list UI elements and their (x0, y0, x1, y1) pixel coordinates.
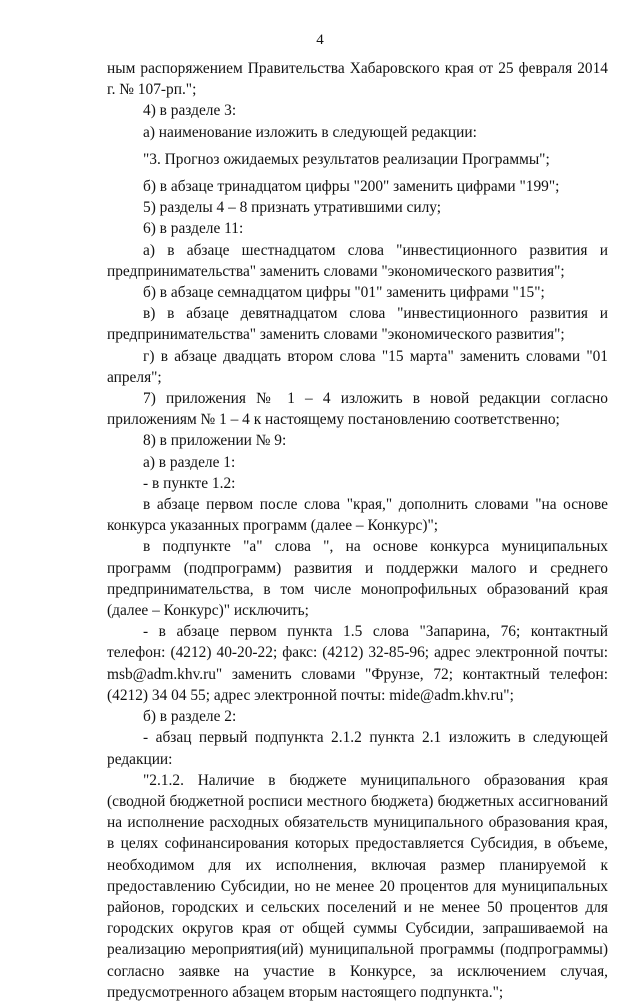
paragraph-item-7: 7) приложения № 1 – 4 изложить в новой редакции согласно приложениям № 1 – 4 к настоящему постановлению соответственно; (107, 390, 608, 429)
paragraph-item-4a: а) наименование изложить в следующей редакции: (143, 123, 477, 141)
paragraph-item-8a-1-2: - в пункте 1.2: (143, 474, 236, 492)
paragraph-item-6a: а) в абзаце шестнадцатом слова "инвестиционного развития и предпринимательства" заменить словами "экономического развития"; (107, 241, 608, 280)
paragraph-item-4b: б) в абзаце тринадцатом цифры "200" заменить цифрами "199"; (143, 178, 560, 196)
paragraph-item-8: 8) в приложении № 9: (143, 432, 287, 450)
paragraph-section-title: "3. Прогноз ожидаемых результатов реализации Программы"; (143, 150, 550, 168)
document-body (107, 58, 608, 1003)
paragraph-item-6v: в) в абзаце девятнадцатом слова "инвестиционного развития и предпринимательства" заменить словами "экономического развития"; (107, 305, 608, 344)
paragraph-item-8b-2-1-2: - абзац первый подпункта 2.1.2 пункта 2.1 изложить в следующей редакции: (107, 729, 608, 768)
paragraph-continuation: ным распоряжением Правительства Хабаровского края от 25 февраля 2014 г. № 107-рп."; (107, 60, 608, 99)
paragraph-item-8a-first: в абзаце первом после слова "края," дополнить словами "на основе конкурса указанных программ (далее – Конкурс)"; (107, 496, 608, 535)
paragraph-item-8b: б) в разделе 2: (143, 708, 237, 726)
paragraph-item-6b: б) в абзаце семнадцатом цифры "01" заменить цифрами "15"; (143, 284, 545, 302)
paragraph-item-5: 5) разделы 4 – 8 признать утратившими силу; (143, 199, 442, 217)
paragraph-item-6: 6) в разделе 11: (143, 220, 244, 238)
paragraph-item-6g: г) в абзаце двадцать втором слова "15 марта" заменить словами "01 апреля"; (107, 347, 608, 386)
paragraph-item-8a-1-5: - в абзаце первом пункта 1.5 слова "Запарина, 76; контактный телефон: (4212) 40-20-22; факс: (4212) 32-85-96; адрес электронной почты: msb@adm.khv.ru" заменить словами "Фрунзе, 72; контактный телефон: (4212) 34 04 55; адрес электронной почты: mide@adm.khv.ru"; (107, 623, 608, 704)
paragraph-item-8a-subpoint: в подпункте "а" слова ", на основе конкурса муниципальных программ (подпрограмм) развития и поддержки малого и среднего предпринимательства, в том числе монопрофильных образований края (далее – Конкурс)" исключить; (107, 538, 608, 620)
page-number: 4 (316, 32, 324, 48)
paragraph-item-4: 4) в разделе 3: (143, 102, 237, 120)
paragraph-quoted-2-1-2: "2.1.2. Наличие в бюджете муниципального образования края (сводной бюджетной росписи местного бюджета) бюджетных ассигнований на исполнение расходных обязательств муниципального образования края, в целях софинансирования которых предоставляется Субсидия, в объеме, необходимом для их исполнения, включая размер планируемой к предоставлению Субсидии, но не менее 20 процентов для муниципальных районов, городских и сельских поселений и не менее 50 процентов для городских округов края от общей суммы Субсидии, запрашиваемой на реализацию мероприятия(ий) муниципальной программы (подпрограммы) согласно заявке на участие в Конкурсе, за исключением случая, предусмотренного абзацем вторым настоящего подпункта."; (107, 771, 608, 1001)
paragraph-item-8a: а) в разделе 1: (143, 453, 236, 471)
